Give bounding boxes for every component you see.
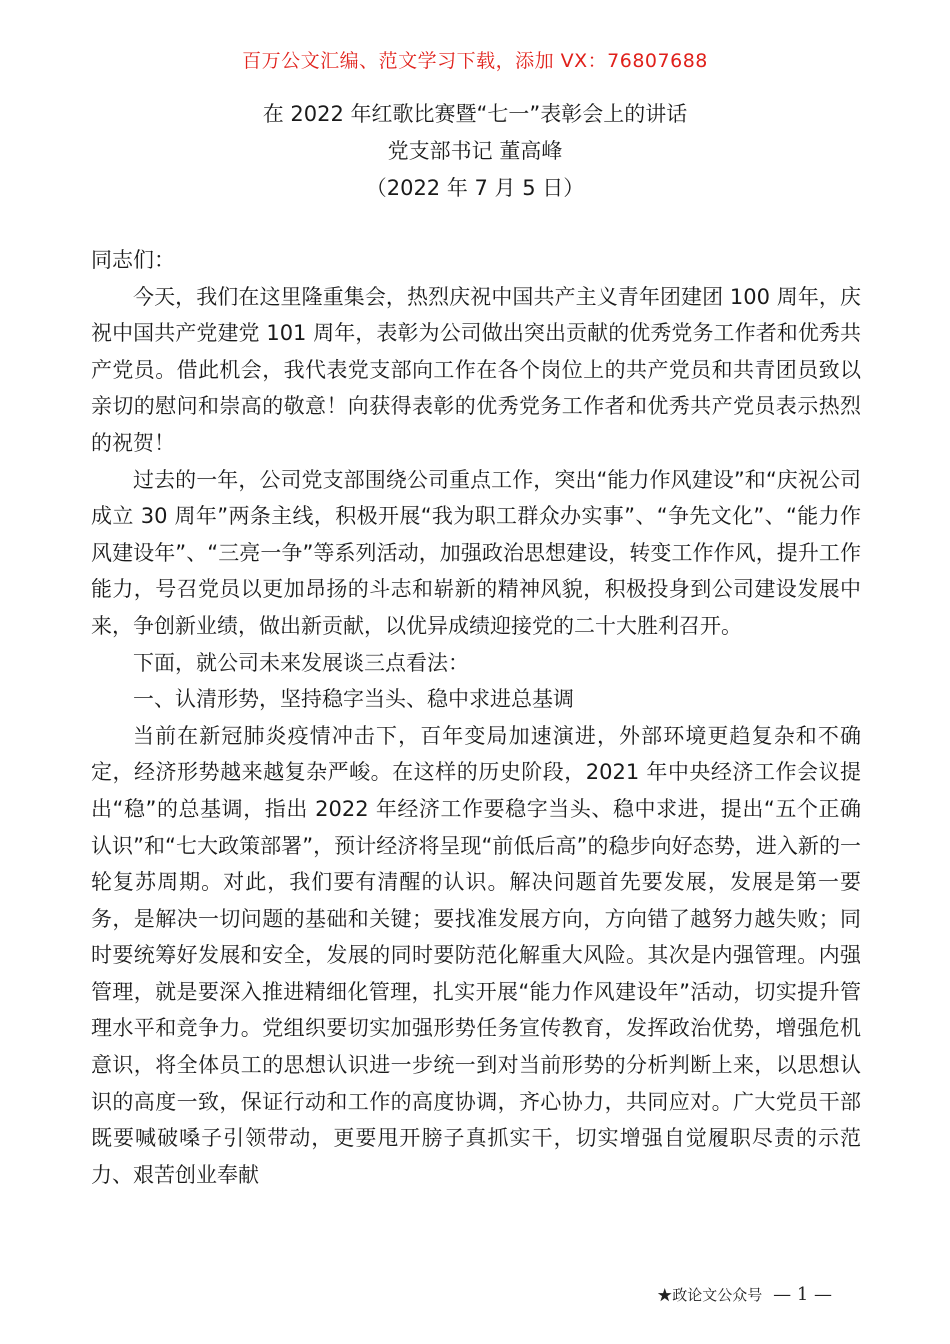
- footer-source: ★政论文公众号: [657, 1286, 763, 1304]
- document-title-block: [0, 96, 950, 207]
- speech-date: （2022 年 7 月 5 日）: [365, 176, 585, 200]
- paragraph-review: 过去的一年，公司党支部围绕公司重点工作，突出“能力作风建设”和“庆祝公司成立 30 周年”两条主线，积极开展“我为职工群众办实事”、“争先文化”、“能力作风建设年”、“三亮一争”等系列活动，加强政治思想建设，转变工作作风，提升工作能力，号召党员以更加昂扬的斗志和崭新的精神风貌，积极投身到公司建设发展中来，争创新业绩，做出新贡献，以优异成绩迎接党的二十大胜利召开。: [91, 467, 861, 638]
- paragraph-opening: 今天，我们在这里隆重集会，热烈庆祝中国共产主义青年团建团 100 周年，庆祝中国共产党建党 101 周年，表彰为公司做出突出贡献的优秀党务工作者和优秀共产党员。借此机会，我代表党支部向工作在各个岗位上的共产党员和共青团员致以亲切的慰问和崇高的敬意！向获得表彰的优秀党务工作者和优秀共产党员表示热烈的祝贺！: [91, 284, 861, 455]
- speaker-line: 党支部书记 董高峰: [387, 139, 563, 163]
- page-footer: [657, 1284, 832, 1305]
- paragraph-situation: 当前在新冠肺炎疫情冲击下，百年变局加速演进，外部环境更趋复杂和不确定，经济形势越来越复杂严峻。在这样的历史阶段，2021 年中央经济工作会议提出“稳”的总基调，指出 2022 年经济工作要稳字当头、稳中求进，提出“五个正确认识”和“七大政策部署”，预计经济将呈现“前低后高”的稳步向好态势，进入新的一轮复苏周期。对此，我们要有清醒的认识。解决问题首先要发展，发展是第一要务，是解决一切问题的基础和关键；要找准发展方向，方向错了越努力越失败；同时要统筹好发展和安全，发展的同时要防范化解重大风险。其次是内强管理。内强管理，就是要深入推进精细化管理，扎实开展“能力作风建设年”活动，切实提升管理水平和竞争力。党组织要切实加强形势任务宣传教育，发挥政治优势，增强危机意识，将全体员工的思想认识进一步统一到对当前形势的分析判断上来，以思想认识的高度一致，保证行动和工作的高度协调，齐心协力，共同应对。广大党员干部既要喊破嗓子引领带动，更要甩开膀子真抓实干，切实增强自觉履职尽责的示范力、艰苦创业奉献: [91, 723, 861, 1187]
- document-title: 在 2022 年红歌比赛暨“七一”表彰会上的讲话: [262, 102, 688, 126]
- document-body: [91, 242, 861, 1193]
- salutation: 同志们：: [91, 248, 175, 272]
- header-banner: 百万公文汇编、范文学习下载，添加 VX：76807688: [242, 50, 708, 72]
- page-number: — 1 —: [773, 1284, 832, 1305]
- section-heading-1: 一、认清形势，坚持稳字当头、稳中求进总基调: [133, 687, 574, 712]
- paragraph-intro: 下面，就公司未来发展谈三点看法：: [133, 650, 469, 675]
